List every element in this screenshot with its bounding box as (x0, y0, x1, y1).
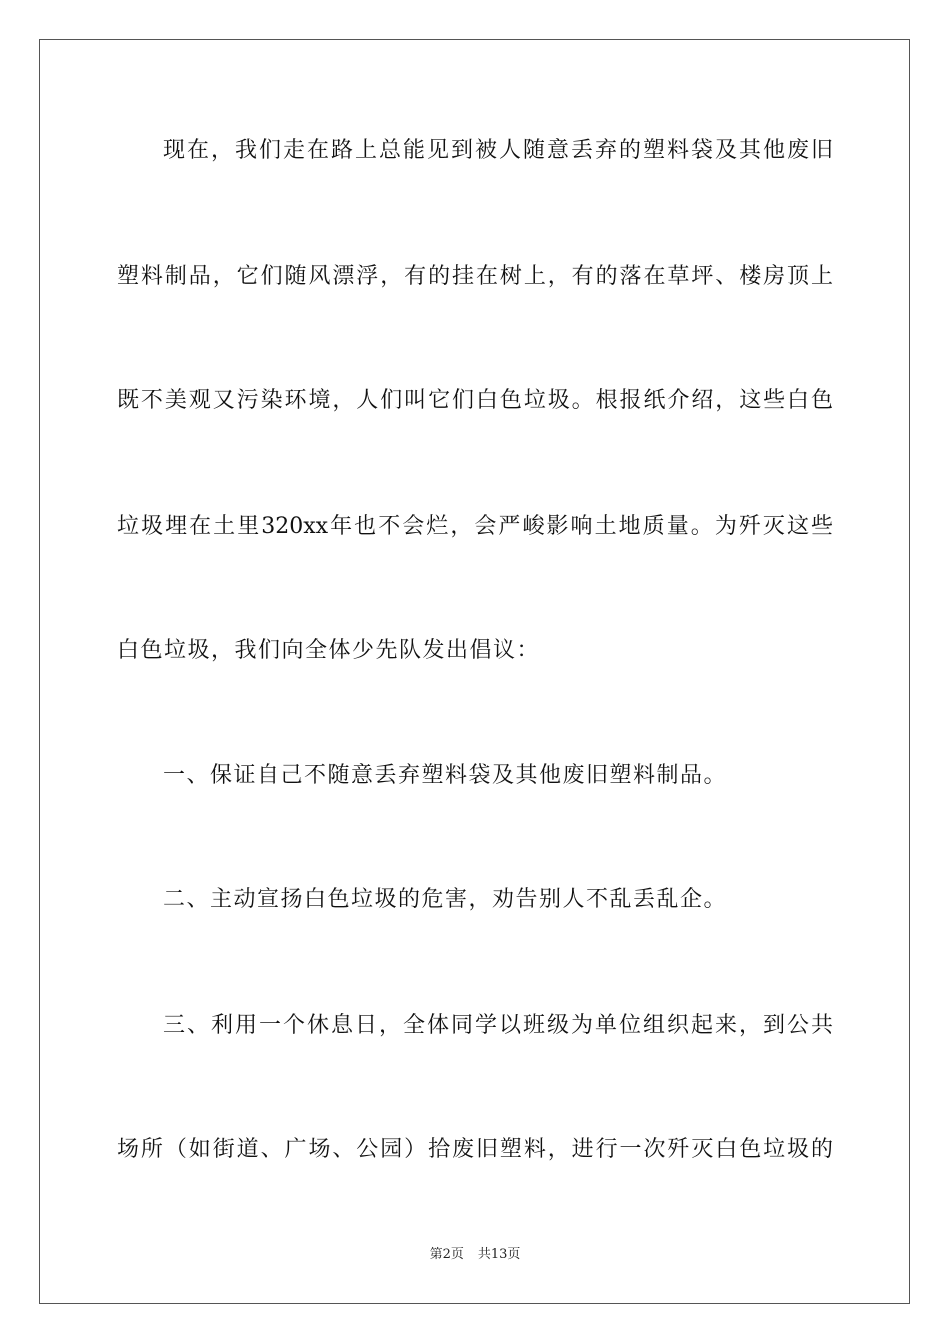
paragraph-line: 既不美观又污染环境，人们叫它们白色垃圾。根报纸介绍，这些白色 (117, 388, 833, 413)
paragraph-line: 塑料制品，它们随风漂浮，有的挂在树上，有的落在草坪、楼房顶上 (117, 264, 833, 289)
paragraph-line: 现在，我们走在路上总能见到被人随意丢弃的塑料袋及其他废旧 (163, 138, 833, 163)
paragraph-line: 场所（如街道、广场、公园）拾废旧塑料，进行一次歼灭白色垃圾的 (117, 1137, 833, 1162)
page-footer (0, 1247, 950, 1263)
page-number: 第2页 (429, 1247, 464, 1262)
paragraph-line: 垃圾埋在土里320xx年也不会烂，会严峻影响土地质量。为歼灭这些 (117, 514, 833, 539)
list-item-3: 三、利用一个休息日，全体同学以班级为单位组织起来，到公共 (163, 1013, 833, 1038)
list-item-2: 二、主动宣扬白色垃圾的危害，劝告别人不乱丢乱企。 (163, 887, 728, 912)
list-item-1: 一、保证自己不随意丢弃塑料袋及其他废旧塑料制品。 (163, 763, 728, 788)
page-border (39, 39, 910, 1304)
page-total: 共13页 (477, 1247, 521, 1262)
paragraph-line: 白色垃圾，我们向全体少先队发出倡议： (117, 638, 541, 663)
